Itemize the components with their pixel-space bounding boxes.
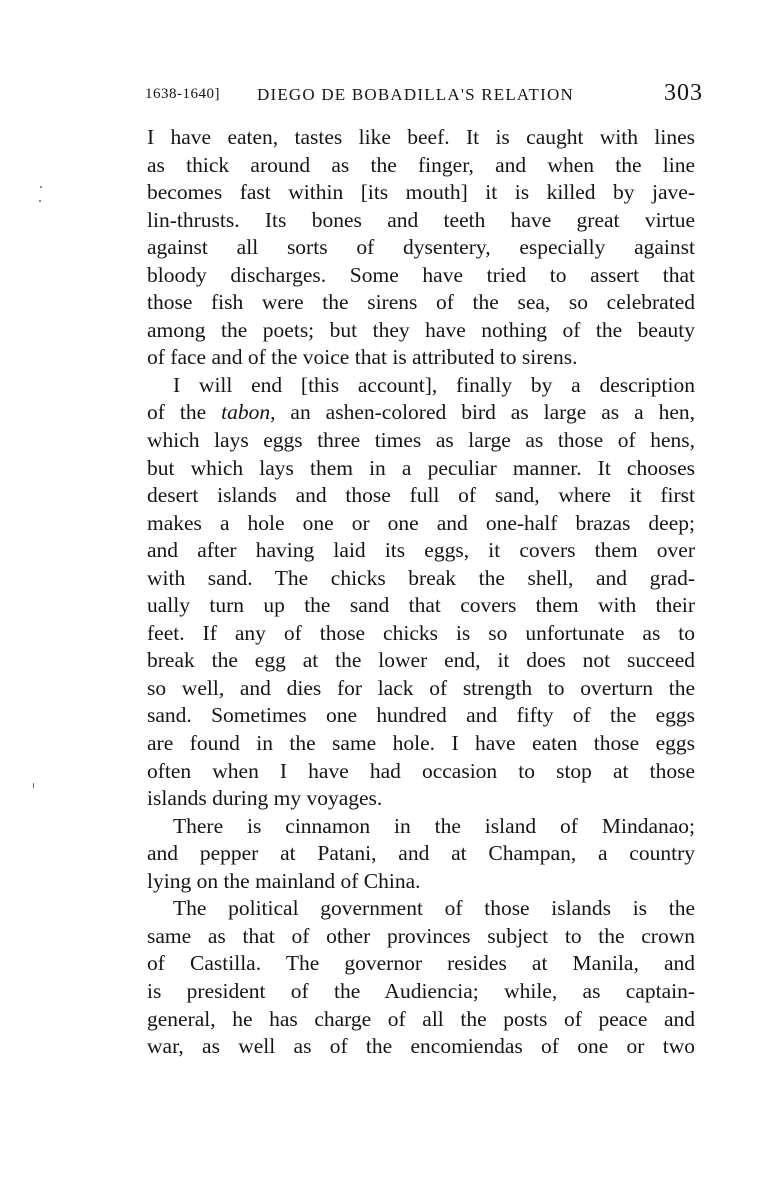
- text-line: are found in the same hole. I have eaten those eggs: [147, 731, 695, 756]
- text-line: of Castilla. The governor resides at Manila, and: [147, 951, 695, 976]
- text-line: lin-thrusts. Its bones and teeth have great virtue: [147, 207, 695, 232]
- paragraph-last-line: of face and of the voice that is attributed to sirens.: [147, 345, 578, 370]
- paragraph-first-line: The political government of those islands is the: [173, 896, 695, 921]
- text-segment: of the: [147, 400, 222, 425]
- text-line: general, he has charge of all the posts of peace and: [147, 1006, 695, 1031]
- page-number: 303: [664, 80, 703, 106]
- scan-speck: [33, 783, 34, 788]
- text-line: desert islands and those full of sand, where it first: [147, 483, 695, 508]
- text-line: and after having laid its eggs, it covers them over: [147, 538, 695, 563]
- scan-speck: [40, 186, 42, 188]
- text-segment: an ashen-colored bird as large as a hen,: [275, 400, 695, 425]
- header-years: 1638-1640]: [145, 86, 220, 102]
- text-line: ually turn up the sand that covers them with their: [147, 593, 695, 618]
- running-header: [145, 82, 707, 112]
- text-line: so well, and dies for lack of strength to overturn the: [147, 675, 695, 700]
- text-line-with-italic: [147, 399, 695, 427]
- text-line: often when I have had occasion to stop at those: [147, 758, 695, 783]
- text-line: sand. Sometimes one hundred and fifty of the eggs: [147, 703, 695, 728]
- paragraph-last-line: lying on the mainland of China.: [147, 868, 421, 893]
- text-line: which lays eggs three times as large as those of hens,: [147, 428, 695, 453]
- text-line: same as that of other provinces subject to the crown: [147, 923, 695, 948]
- text-line: against all sorts of dysentery, especially against: [147, 235, 695, 260]
- paragraph-first-line: There is cinnamon in the island of Mindanao;: [173, 813, 695, 838]
- paragraph-first-line: I will end [this account], finally by a description: [173, 372, 695, 397]
- text-line: as thick around as the finger, and when the line: [147, 152, 695, 177]
- text-line: war, as well as of the encomiendas of one or two: [147, 1034, 695, 1059]
- header-running-title: DIEGO DE BOBADILLA'S RELATION: [257, 85, 574, 104]
- text-line: and pepper at Patani, and at Champan, a country: [147, 841, 695, 866]
- text-line: among the poets; but they have nothing of the beauty: [147, 317, 695, 342]
- text-line: makes a hole one or one and one-half brazas deep;: [147, 510, 695, 535]
- text-line: feet. If any of those chicks is so unfortunate as to: [147, 620, 695, 645]
- text-line: break the egg at the lower end, it does not succeed: [147, 648, 695, 673]
- text-line: is president of the Audiencia; while, as captain-: [147, 978, 695, 1003]
- text-line: I have eaten, tastes like beef. It is caught with lines: [147, 125, 695, 149]
- text-line: with sand. The chicks break the shell, and grad-: [147, 565, 695, 590]
- text-line: but which lays them in a peculiar manner. It chooses: [147, 455, 695, 480]
- body-text: [147, 124, 695, 1061]
- text-line: becomes fast within [its mouth] it is killed by jave-: [147, 180, 695, 205]
- text-line: bloody discharges. Some have tried to assert that: [147, 262, 695, 287]
- text-line: those fish were the sirens of the sea, so celebrated: [147, 290, 695, 315]
- scan-speck: [39, 200, 41, 202]
- paragraph-last-line: islands during my voyages.: [147, 786, 383, 811]
- italic-term-tabon: tabon,: [221, 400, 276, 425]
